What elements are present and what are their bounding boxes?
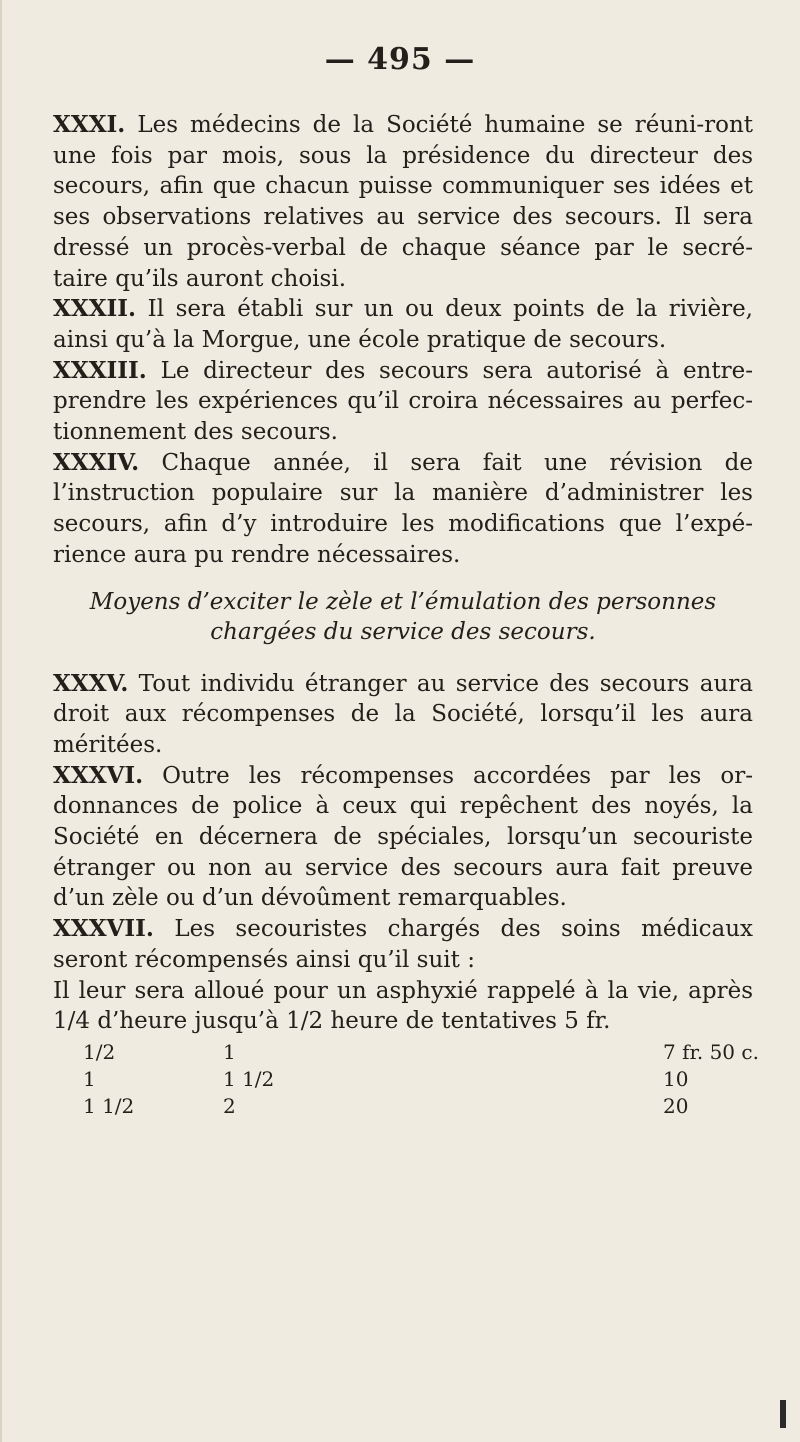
article-text: Outre les récompenses accordées par les or-donnances de police à ceux qui repêchent des noyés, la Société en décernera de spéciales, lorsqu’un secouriste étranger ou non au service des secours aura fait preuve d’un zèle ou d’un dévoûment remarquables. [53,762,753,912]
article-paragraph [53,914,753,975]
article-text: Chaque année, il sera fait une révision de l’instruction populaire sur la manière d’administrer les secours, afin d’y introduire les modifications que l’expé-rience aura pu rendre nécessaires. [53,449,753,568]
reward-from: 1 [83,1066,96,1091]
article-number: XXXV. [53,669,129,697]
reward-row [53,1064,753,1091]
reward-from: 1/2 [83,1039,116,1064]
articles-after [53,669,753,976]
section-heading: Moyens d’exciter le zèle et l’émulation des personnes chargées du service des secours. [89,588,717,645]
article-paragraph [53,294,753,355]
closing-line: Il leur sera alloué pour un asphyxié rappelé à la vie, après 1/4 d’heure jusqu’à 1/2 heure de tentatives 5 fr. [53,977,753,1035]
article-paragraph [53,761,753,915]
reward-amount: 10 [663,1066,689,1091]
article-number: XXXIII. [53,356,147,384]
article-text: Le directeur des secours sera autorisé à entre-prendre les expériences qu’il croira nécessaires au perfec-tionnement des secours. [53,357,753,446]
reward-amount: 20 [663,1093,689,1118]
article-text: Tout individu étranger au service des secours aura droit aux récompenses de la Société, lorsqu’il les aura méritées. [53,670,753,758]
article-paragraph [53,669,753,761]
article-paragraph [53,110,753,294]
article-text: Les médecins de la Société humaine se réuni-ront une fois par mois, sous la présidence du directeur des secours, afin que chacun puisse communiquer ses idées et ses observations relatives au service des secours. Il sera dressé un procès-verbal de chaque séance par le secré-taire qu’ils auront choisi. [53,112,753,292]
reward-to: 1 1/2 [223,1066,275,1091]
page-edge [0,0,2,1442]
article-paragraph [53,448,753,571]
article-number: XXXI. [53,111,126,138]
article-number: XXXVI. [53,761,144,789]
reward-row [53,1091,753,1118]
reward-from: 1 1/2 [83,1093,135,1118]
article-number: XXXVII. [53,915,154,943]
scan-mark [780,1400,786,1428]
body-text [53,110,759,1118]
articles-before [53,110,753,571]
reward-table [53,1037,759,1118]
article-paragraph [53,356,753,448]
article-text: Il sera établi sur un ou deux points de la rivière, ainsi qu’à la Morgue, une école pratique de secours. [53,296,753,353]
reward-amount: 7 fr. 50 c. [663,1039,759,1064]
article-number: XXXII. [53,295,137,323]
article-number: XXXIV. [53,448,140,476]
article-text: Les secouristes chargés des soins médicaux seront récompensés ainsi qu’il suit : [53,916,753,973]
reward-to: 1 [223,1039,236,1064]
reward-to: 2 [223,1093,236,1118]
page-number: — 495 — [324,42,476,77]
reward-row [53,1037,759,1064]
